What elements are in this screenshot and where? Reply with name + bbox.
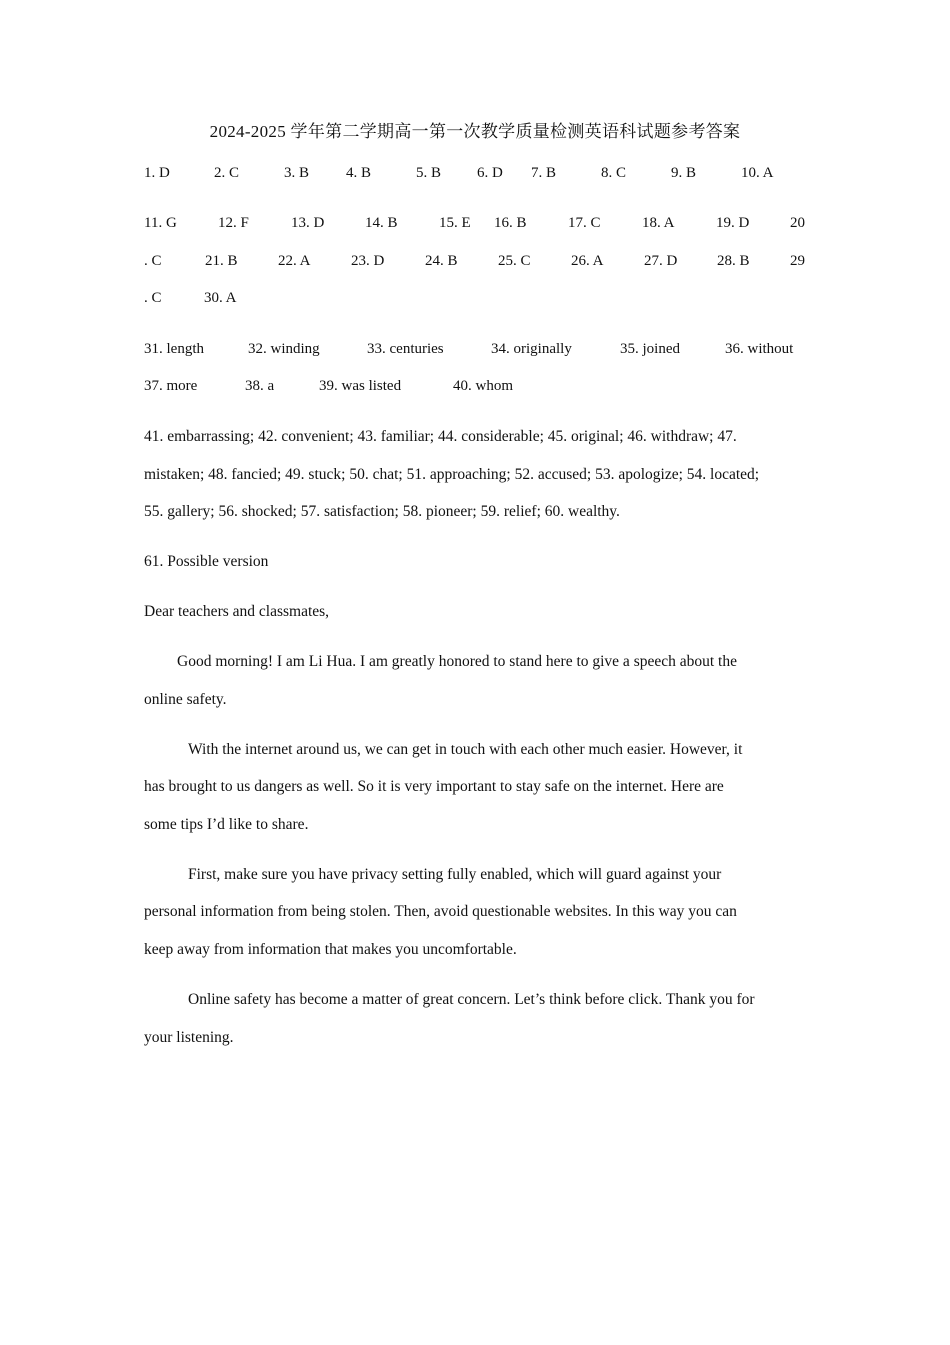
grammar-row-2 [0, 378, 950, 400]
answer-item: 34. originally [491, 341, 572, 357]
essay-line: online safety. [144, 691, 227, 708]
answers-row-4 [0, 290, 950, 312]
answer-item: 36. without [725, 341, 794, 357]
answer-item: 39. was listed [319, 378, 402, 394]
answers-row-3 [0, 253, 950, 275]
answer-item: 2. C [214, 165, 240, 181]
answer-item: 37. more [144, 378, 198, 394]
answer-item: 23. D [351, 253, 385, 269]
answer-item: 4. B [346, 165, 372, 181]
essay-line: your listening. [144, 1029, 234, 1046]
answer-item: 40. whom [453, 378, 513, 394]
answer-item: 26. A [571, 253, 604, 269]
essay-line: First, make sure you have privacy setting fully enabled, which will guard against your [188, 866, 722, 883]
answer-item: 35. joined [620, 341, 680, 357]
answer-item: 24. B [425, 253, 458, 269]
vocab-line: 41. embarrassing; 42. convenient; 43. familiar; 44. considerable; 45. original; 46. withdraw; 47. [144, 428, 737, 445]
page-title: 2024-2025 学年第二学期高一第一次教学质量检测英语科试题参考答案 [209, 122, 741, 141]
answer-item: 14. B [365, 215, 398, 231]
answer-item: 10. A [741, 165, 774, 181]
essay-line: personal information from being stolen. Then, avoid questionable websites. In this way you can [144, 903, 737, 920]
answer-item: 7. B [531, 165, 557, 181]
answer-item: 28. B [717, 253, 750, 269]
answers-row-2 [0, 215, 950, 237]
essay-line: has brought to us dangers as well. So it is very important to stay safe on the internet. Here are [144, 778, 724, 795]
answer-item: 33. centuries [367, 341, 444, 357]
essay-greeting: Dear teachers and classmates, [144, 603, 330, 620]
answer-item: 19. D [716, 215, 750, 231]
answer-item: 1. D [144, 165, 170, 181]
answer-item: 16. B [494, 215, 527, 231]
answer-item: 8. C [601, 165, 627, 181]
answer-item: . C [144, 290, 162, 306]
essay-line: some tips I’d like to share. [144, 816, 309, 833]
answer-item: 30. A [204, 290, 237, 306]
answer-item: 12. F [218, 215, 249, 231]
essay-heading: 61. Possible version [144, 553, 269, 570]
answer-item: 25. C [498, 253, 531, 269]
answer-item: 11. G [144, 215, 177, 231]
answer-item: 9. B [671, 165, 697, 181]
answers-row-1 [0, 165, 950, 187]
answer-item: 32. winding [248, 341, 320, 357]
answer-item: . C [144, 253, 162, 269]
answer-item: 5. B [416, 165, 442, 181]
answer-item: 6. D [477, 165, 503, 181]
essay-line: Good morning! I am Li Hua. I am greatly honored to stand here to give a speech about the [177, 653, 737, 670]
answer-item: 13. D [291, 215, 325, 231]
answer-item: 27. D [644, 253, 678, 269]
answer-item: 20 [790, 215, 805, 231]
grammar-row-1 [0, 341, 950, 363]
answer-item: 18. A [642, 215, 675, 231]
vocab-line: mistaken; 48. fancied; 49. stuck; 50. chat; 51. approaching; 52. accused; 53. apologize; 54. located; [144, 466, 760, 483]
essay-line: keep away from information that makes you uncomfortable. [144, 941, 517, 958]
answer-item: 17. C [568, 215, 601, 231]
answer-item: 38. a [245, 378, 275, 394]
answer-item: 22. A [278, 253, 311, 269]
essay-line: Online safety has become a matter of great concern. Let’s think before click. Thank you for [188, 991, 755, 1008]
essay-line: With the internet around us, we can get in touch with each other much easier. However, it [188, 741, 743, 758]
answer-item: 15. E [439, 215, 471, 231]
answer-item: 31. length [144, 341, 204, 357]
answer-item: 21. B [205, 253, 238, 269]
answer-item: 29 [790, 253, 805, 269]
answer-item: 3. B [284, 165, 310, 181]
vocab-line: 55. gallery; 56. shocked; 57. satisfaction; 58. pioneer; 59. relief; 60. wealthy. [144, 503, 620, 520]
